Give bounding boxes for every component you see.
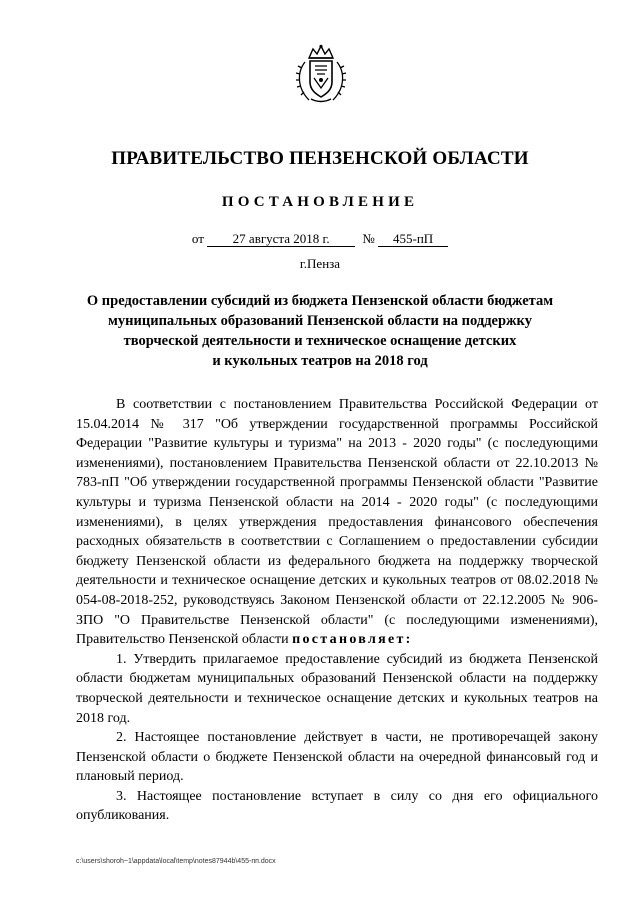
subject-line: творческой деятельности и техническое оснащение детских [123, 333, 517, 349]
intro-paragraph [76, 395, 598, 650]
document-number: 455-пП [378, 232, 448, 247]
subject-line: и кукольных театров на 2018 год [212, 353, 428, 369]
item-3: 3. Настоящее постановление вступает в силу со дня его официального опубликования. [76, 788, 598, 824]
document-subject [70, 291, 570, 371]
item-1: 1. Утвердить прилагаемое предоставление субсидий из бюджета Пензенской области бюджетам муниципальных образований Пензенской области на поддержку творческой деятельности и техническое оснащение детских и кукольных театров на 2018 год. [76, 651, 598, 726]
document-body [76, 395, 598, 826]
subject-line: О предоставлении субсидий из бюджета Пензенской области бюджетам [86, 293, 554, 309]
decree-word: постановляет: [292, 632, 413, 648]
item-2: 2. Настоящее постановление действует в части, не противоречащей закону Пензенской области о бюджете Пензенской области на очередной финансовый год и плановый период. [76, 730, 598, 785]
city: г.Пенза [299, 256, 341, 271]
date-prefix: от [191, 231, 204, 246]
date-number-line [0, 231, 640, 247]
document-date: 27 августа 2018 г. [207, 232, 355, 247]
government-name: ПРАВИТЕЛЬСТВО ПЕНЗЕНСКОЙ ОБЛАСТИ [111, 148, 529, 169]
file-path: c:\users\shoroh~1\appdata\local\temp\notes87944b\455-пп.docx [76, 858, 276, 865]
document-type: ПОСТАНОВЛЕНИЕ [221, 194, 419, 210]
subject-line: муниципальных образований Пензенской области на поддержку [108, 313, 532, 329]
number-prefix: № [362, 231, 375, 246]
coat-of-arms-icon [295, 44, 347, 104]
intro-text: В соответствии с постановлением Правительства Российской Федерации от 15.04.2014 № 317 "Об утверждении государственной программы Российской Федерации "Развитие культуры и туризма" на 2013 - 2020 годы" (с последующими изменениями), постановлением Правительства Пензенской области от 22.10.2013 № 783-пП "Об утверждении государственной программы Пензенской области "Развитие культуры и туризма Пензенской области на 2014 - 2020 годы" (с последующими изменениями), в целях утверждения предоставления финансового обеспечения расходных обязательств в соответствии с Соглашением о предоставлении субсидии бюджету Пензенской области из федерального бюджета на поддержку творческой деятельности и техническое оснащение детских и кукольных театров от 08.02.2018 № 054-08-2018-252, руководствуясь Законом Пензенской области от 22.12.2005 № 906-ЗПО "О Правительстве Пензенской области" (с последующими изменениями), Правительство Пензенской области [76, 397, 598, 648]
